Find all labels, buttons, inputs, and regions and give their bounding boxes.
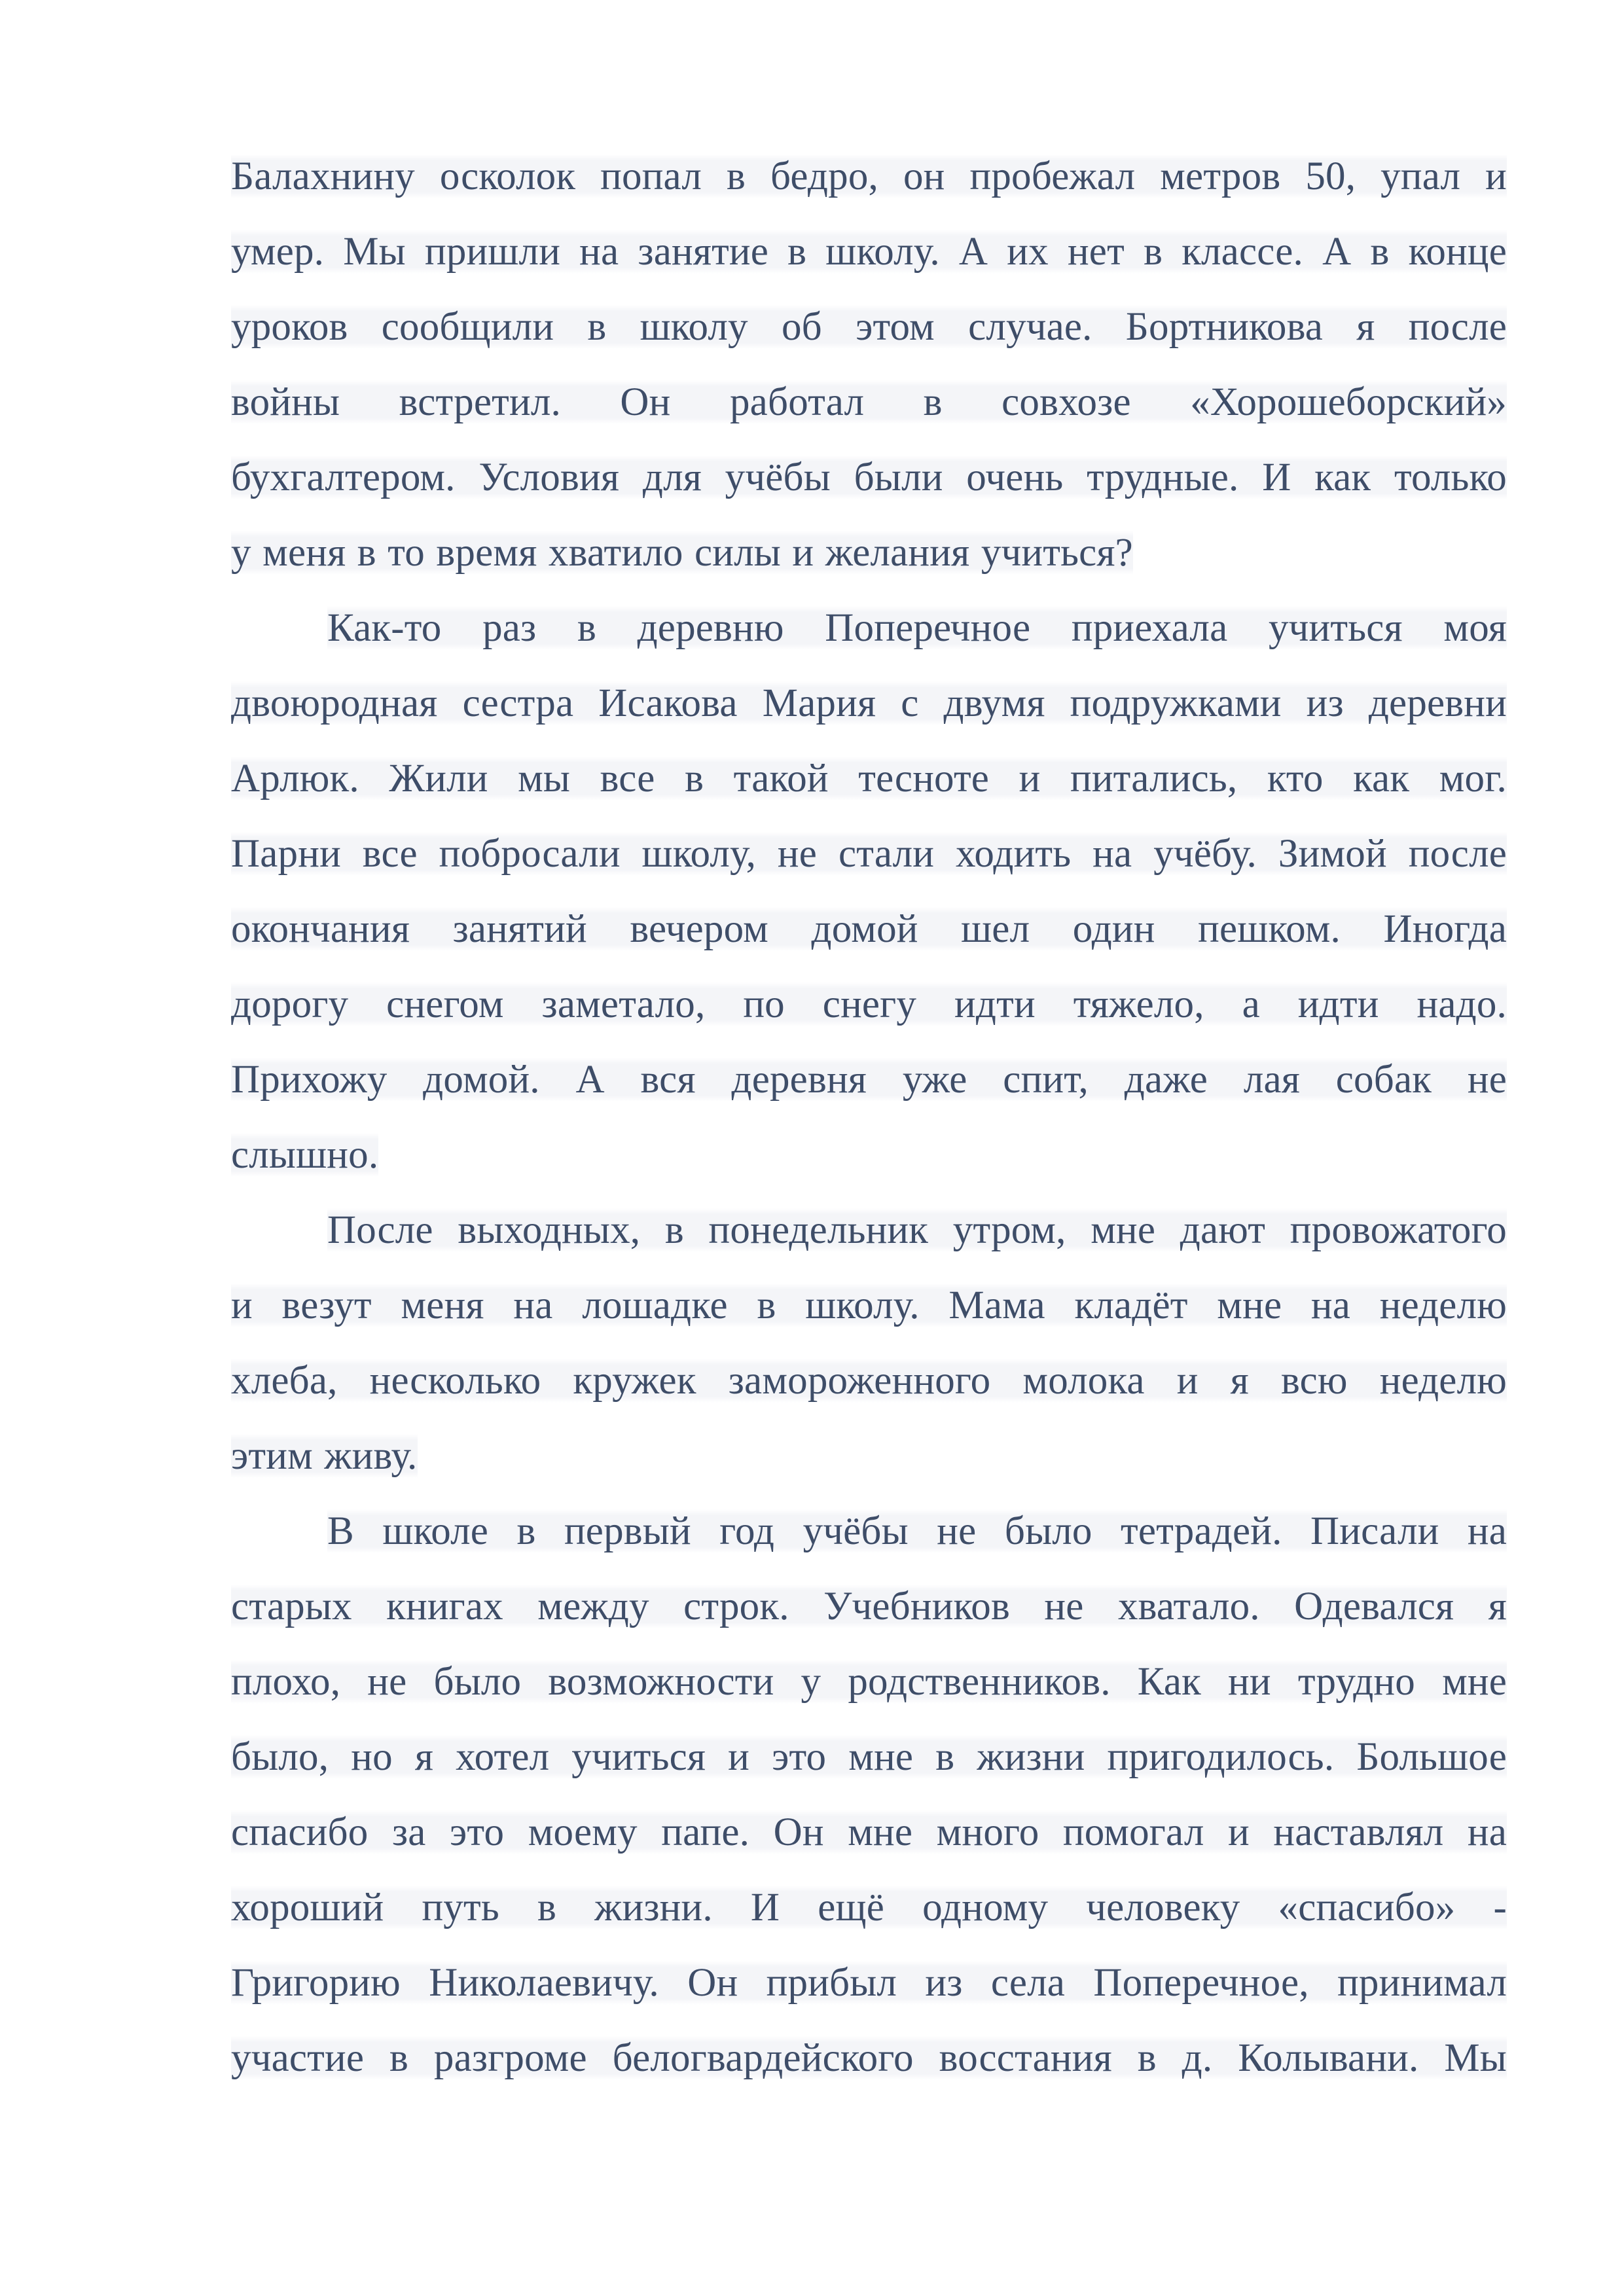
text-line (231, 590, 1507, 666)
text-line (231, 816, 1507, 891)
text-line (231, 1494, 1507, 1569)
text-line-content: хлеба, несколько кружек замороженного молока и я всю неделю (231, 1359, 1507, 1403)
text-line (231, 1042, 1507, 1117)
text-line-content: слышно. (231, 1133, 379, 1177)
text-line-content: Балахнину осколок попал в бедро, он пробежал метров 50, упал и (231, 154, 1507, 198)
text-line (231, 515, 1507, 590)
text-line (231, 1644, 1507, 1719)
text-line (231, 666, 1507, 741)
text-line-content: у меня в то время хватило силы и желания учиться? (231, 531, 1133, 575)
document-text (231, 139, 1507, 2096)
text-line-content: уроков сообщили в школу об этом случае. Бортникова я после (231, 305, 1507, 349)
text-line (231, 440, 1507, 515)
text-line (231, 891, 1507, 967)
text-line-content: В школе в первый год учёбы не было тетрадей. Писали на (327, 1509, 1507, 1553)
text-line (231, 1268, 1507, 1343)
text-line-content: бухгалтером. Условия для учёбы были очень трудные. И как только (231, 456, 1507, 499)
text-line-content: участие в разгроме белогвардейского восстания в д. Колывани. Мы (231, 2036, 1507, 2080)
text-line-content: После выходных, в понедельник утром, мне дают провожатого (327, 1208, 1507, 1252)
text-line-content: плохо, не было возможности у родственников. Как ни трудно мне (231, 1660, 1507, 1704)
text-line (231, 741, 1507, 816)
text-line (231, 1418, 1507, 1494)
text-line (231, 1343, 1507, 1418)
text-line (231, 967, 1507, 1042)
text-line-content: хороший путь в жизни. И ещё одному человеку «спасибо» - (231, 1886, 1507, 1929)
text-line (231, 1870, 1507, 1945)
text-line-content: этим живу. (231, 1434, 418, 1478)
text-line (231, 1719, 1507, 1795)
text-line-content: Как-то раз в деревню Поперечное приехала учиться моя (327, 606, 1507, 650)
text-line-content: умер. Мы пришли на занятие в школу. А их нет в классе. А в конце (231, 230, 1507, 274)
text-line-content: старых книгах между строк. Учебников не хватало. Одевался я (231, 1585, 1507, 1628)
text-line (231, 365, 1507, 440)
text-line-content: и везут меня на лошадке в школу. Мама кладёт мне на неделю (231, 1283, 1507, 1327)
text-line-content: Григорию Николаевичу. Он прибыл из села Поперечное, принимал (231, 1961, 1507, 2005)
text-line (231, 2020, 1507, 2096)
text-line-content: двоюродная сестра Исакова Мария с двумя подружками из деревни (231, 681, 1507, 725)
text-line-content: Арлюк. Жили мы все в такой тесноте и питались, кто как мог. (231, 757, 1507, 800)
text-line-content: было, но я хотел учиться и это мне в жизни пригодилось. Большое (231, 1735, 1507, 1779)
text-line (231, 1193, 1507, 1268)
text-line-content: войны встретил. Он работал в совхозе «Хорошеборский» (231, 380, 1507, 424)
text-line (231, 139, 1507, 214)
text-line (231, 1569, 1507, 1644)
text-line (231, 1945, 1507, 2020)
text-line-content: спасибо за это моему папе. Он мне много помогал и наставлял на (231, 1810, 1507, 1854)
text-line (231, 214, 1507, 289)
text-line-content: окончания занятий вечером домой шел один пешком. Иногда (231, 907, 1507, 951)
text-line (231, 289, 1507, 365)
text-line (231, 1117, 1507, 1193)
text-line-content: Прихожу домой. А вся деревня уже спит, даже лая собак не (231, 1058, 1507, 1102)
text-line-content: дорогу снегом заметало, по снегу идти тяжело, а идти надо. (231, 982, 1507, 1026)
text-line (231, 1795, 1507, 1870)
text-line-content: Парни все побросали школу, не стали ходить на учёбу. Зимой после (231, 832, 1507, 876)
